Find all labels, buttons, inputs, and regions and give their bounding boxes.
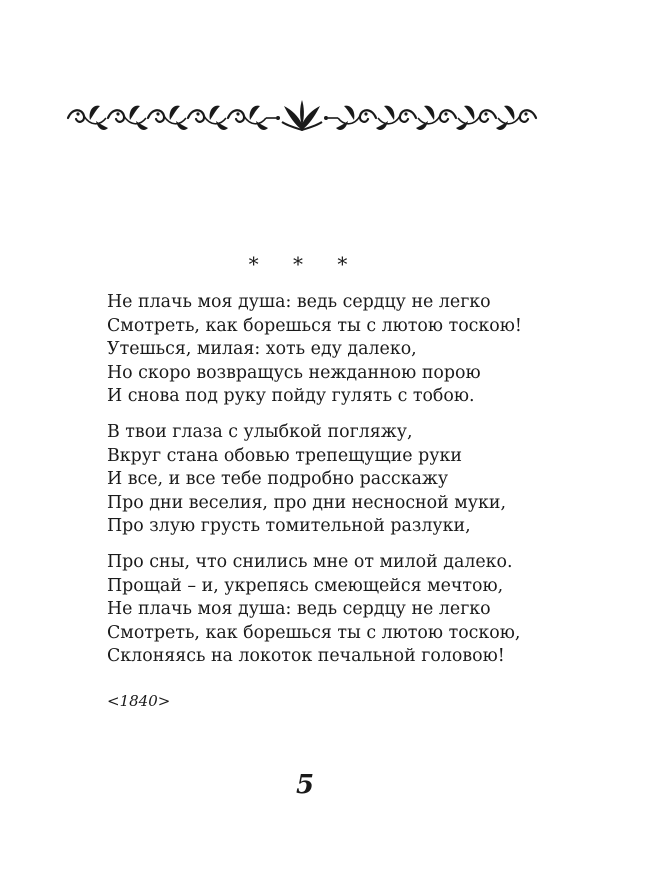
- poem-line: Прощай – и, укрепясь смеющейся мечтою,: [107, 575, 504, 596]
- decorative-vine-ornament: [62, 96, 542, 140]
- stanza-1: [107, 291, 617, 409]
- poem-line: Не плачь моя душа: ведь сердцу не легко: [107, 292, 491, 312]
- ornament-center-fleuron: [276, 100, 328, 130]
- poem-line: Смотреть, как борешься ты с лютою тоскою!: [107, 315, 522, 336]
- poem-line: Склоняясь на локоток печальной головою!: [107, 646, 505, 667]
- poem-line: Утешься, милая: хоть еду далеко,: [107, 339, 417, 360]
- poem-line: Не плачь моя душа: ведь сердцу не легко: [107, 599, 491, 620]
- poem-line: Смотреть, как борешься ты с лютою тоскою,: [107, 622, 521, 643]
- poem-body: [107, 291, 617, 681]
- stanza-2: [107, 421, 617, 539]
- poem-line: В твои глаза с улыбкой погляжу,: [107, 421, 413, 442]
- page-number: 5: [295, 770, 315, 800]
- section-asterisms: * * *: [248, 252, 362, 276]
- poem-date: <1840>: [107, 692, 171, 710]
- poem-line: И снова под руку пойду гулять с тобою.: [107, 386, 475, 407]
- poem-line: И все, и все тебе подробно расскажу: [107, 469, 449, 490]
- poem-line: Про дни веселия, про дни несносной муки,: [107, 492, 506, 513]
- poem-line: Про сны, что снились мне от милой далеко.: [107, 551, 513, 572]
- ornament-right-vine: [328, 106, 536, 130]
- ornament-left-vine: [68, 106, 276, 130]
- poem-line: Но скоро возвращусь нежданною порою: [107, 362, 481, 383]
- stanza-3: [107, 551, 617, 669]
- poem-line: Про злую грусть томительной разлуки,: [107, 516, 471, 537]
- poem-line: Вкруг стана обовью трепещущие руки: [107, 445, 462, 466]
